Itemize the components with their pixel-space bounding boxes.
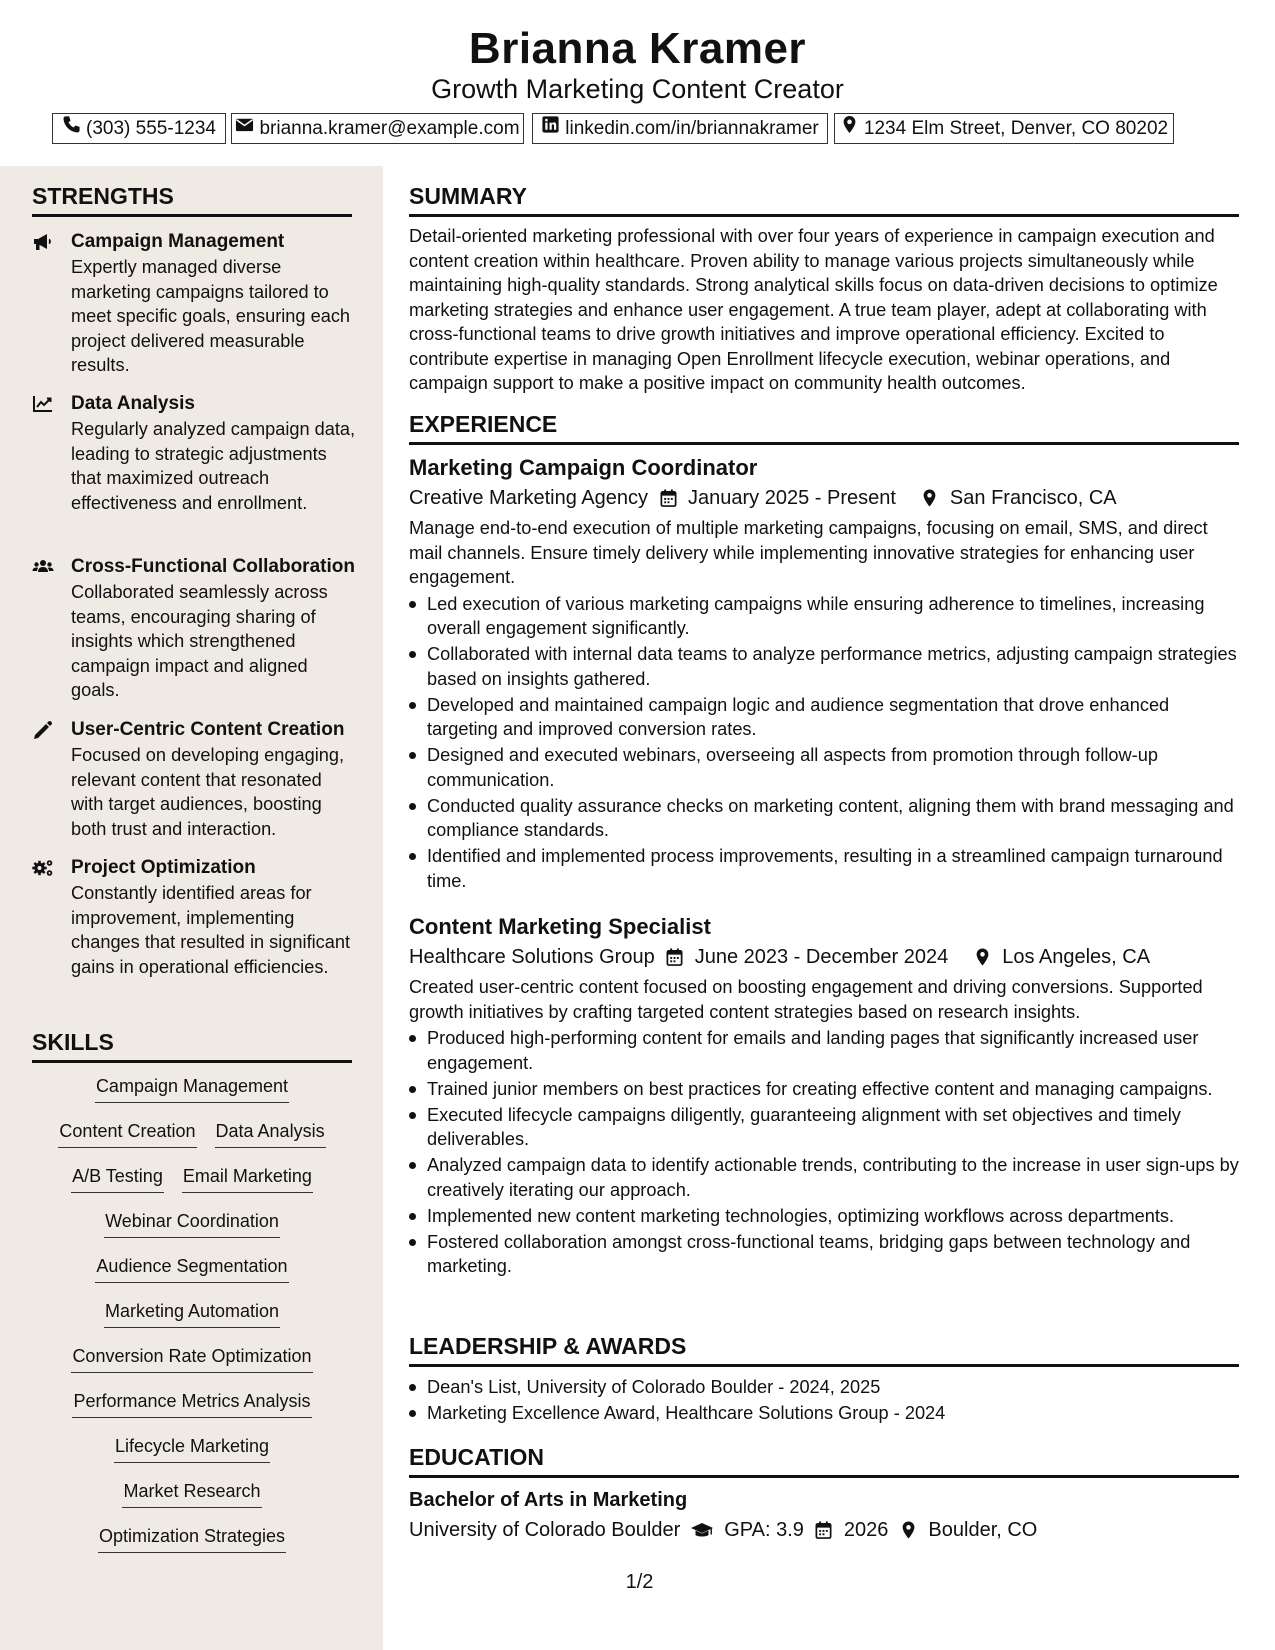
contact-phone[interactable]	[52, 113, 226, 144]
skill-tag: Market Research	[122, 1479, 261, 1508]
skill-tag: Content Creation	[58, 1119, 196, 1148]
phone-icon	[62, 115, 81, 143]
skill-tag: Marketing Automation	[104, 1299, 280, 1328]
gears-icon	[32, 858, 56, 878]
job-location: Los Angeles, CA	[1002, 946, 1151, 968]
users-icon	[32, 557, 56, 577]
chart-line-icon	[32, 394, 56, 414]
job-meta	[409, 944, 1239, 970]
strength-item	[32, 230, 357, 378]
linkedin-text: linkedin.com/in/briannakramer	[565, 117, 819, 139]
job-company: Creative Marketing Agency	[409, 487, 649, 509]
calendar-icon	[665, 947, 685, 967]
candidate-title: Growth Marketing Content Creator	[431, 74, 844, 104]
calendar-icon	[658, 488, 678, 508]
education-heading: EDUCATION	[409, 1443, 1239, 1478]
awards-section	[409, 1332, 1239, 1427]
skills-list	[32, 1074, 352, 1569]
bullet-item: Collaborated with internal data teams to analyze performance metrics, adjusting campaign strategies based on insights gathered.	[409, 642, 1239, 691]
page-number-text: 1/2	[625, 1571, 654, 1593]
graduation-cap-icon	[690, 1520, 714, 1540]
address-text: 1234 Elm Street, Denver, CO 80202	[863, 117, 1169, 139]
education-year: 2026	[843, 1519, 889, 1541]
skill-tag: A/B Testing	[71, 1164, 164, 1193]
strength-title: Project Optimization	[71, 857, 256, 878]
education-gpa: GPA: 3.9	[724, 1519, 804, 1541]
education-school: University of Colorado Boulder	[409, 1519, 681, 1541]
job-entry	[409, 913, 1239, 1280]
candidate-name: Brianna Kramer	[468, 24, 807, 73]
megaphone-icon	[32, 232, 56, 252]
education-meta	[409, 1517, 1239, 1543]
map-pin-icon	[972, 947, 992, 967]
education-section	[409, 1443, 1239, 1543]
job-role: Marketing Campaign Coordinator	[409, 455, 758, 480]
strength-item	[32, 555, 357, 703]
phone-text: (303) 555-1234	[86, 117, 216, 139]
skill-tag: Webinar Coordination	[104, 1209, 280, 1238]
bullet-item: Fostered collaboration amongst cross-functional teams, bridging gaps between technology and marketing.	[409, 1230, 1239, 1279]
strength-desc: Regularly analyzed campaign data, leading to strategic adjustments that maximized outreach effectiveness and enrollment.	[71, 419, 356, 513]
skill-tag: Optimization Strategies	[98, 1524, 286, 1553]
bullet-item: Identified and implemented process improvements, resulting in a streamlined campaign turnaround time.	[409, 844, 1239, 893]
job-meta	[409, 485, 1239, 511]
experience-heading: EXPERIENCE	[409, 410, 1239, 445]
job-role: Content Marketing Specialist	[409, 914, 711, 939]
strength-item	[32, 392, 357, 515]
map-pin-icon	[920, 488, 940, 508]
bullet-item: Conducted quality assurance checks on marketing content, aligning them with brand messaging and compliance standards.	[409, 794, 1239, 843]
summary-text: Detail-oriented marketing professional with over four years of experience in campaign execution and content creation within healthcare. Proven ability to manage various projects simultaneously while maintaining high-quality standards. Strong analytical skills focus on data-driven decisions to optimize marketing strategies and enhance user engagement. A true team player, adept at collaborating with cross-functional teams to drive growth initiatives and improve operational efficiency. Excited to contribute expertise in managing Open Enrollment lifecycle execution, webinar operations, and campaign support to make a positive impact on community health outcomes.	[409, 226, 1218, 393]
bullet-item: Executed lifecycle campaigns diligently, guaranteeing alignment with set objectives and timely deliverables.	[409, 1103, 1239, 1152]
summary-heading: SUMMARY	[409, 182, 1239, 217]
award-item: Dean's List, University of Colorado Boulder - 2024, 2025	[409, 1375, 1239, 1400]
awards-list	[409, 1375, 1239, 1426]
education-location: Boulder, CO	[928, 1519, 1038, 1541]
skill-tag: Data Analysis	[215, 1119, 326, 1148]
strength-title: Cross-Functional Collaboration	[71, 556, 355, 577]
pencil-icon	[32, 720, 56, 740]
skill-tag: Lifecycle Marketing	[114, 1434, 270, 1463]
strength-desc: Focused on developing engaging, relevant content that resonated with target audiences, boosting both trust and interaction.	[71, 745, 345, 839]
job-description: Created user-centric content focused on boosting engagement and driving conversions. Supported growth initiatives by crafting targeted content strategies based on research insights.	[409, 977, 1203, 1022]
skill-tag: Performance Metrics Analysis	[72, 1389, 311, 1418]
job-company: Healthcare Solutions Group	[409, 946, 655, 968]
linkedin-icon	[541, 115, 560, 143]
strength-desc: Constantly identified areas for improvement, implementing changes that resulted in significant gains in operational efficiencies.	[71, 883, 351, 977]
strength-item	[32, 856, 357, 979]
skill-tag: Email Marketing	[182, 1164, 313, 1193]
contact-row	[52, 113, 1224, 144]
strengths-heading: STRENGTHS	[32, 182, 352, 217]
strength-desc: Expertly managed diverse marketing campaigns tailored to meet specific goals, ensuring each project delivered measurable results.	[71, 257, 351, 375]
skill-tag: Conversion Rate Optimization	[71, 1344, 312, 1373]
bullet-item: Trained junior members on best practices for creating effective content and managing campaigns.	[409, 1077, 1239, 1102]
strength-item	[32, 718, 357, 841]
skill-tag: Campaign Management	[95, 1074, 289, 1103]
award-item: Marketing Excellence Award, Healthcare Solutions Group - 2024	[409, 1401, 1239, 1426]
awards-heading: LEADERSHIP & AWARDS	[409, 1332, 1239, 1367]
contact-email[interactable]	[231, 113, 524, 144]
strength-title: Data Analysis	[71, 393, 195, 414]
summary-section	[409, 182, 1239, 396]
bullet-item: Designed and executed webinars, overseeing all aspects from promotion through follow-up communication.	[409, 743, 1239, 792]
skill-tag: Audience Segmentation	[95, 1254, 288, 1283]
page-number	[0, 1570, 1275, 1594]
strength-desc: Collaborated seamlessly across teams, encouraging sharing of insights which strengthened campaign impact and aligned goals.	[71, 582, 328, 700]
bullet-item: Led execution of various marketing campaigns while ensuring adherence to timelines, increasing overall engagement significantly.	[409, 592, 1239, 641]
bullet-item: Developed and maintained campaign logic and audience segmentation that drove enhanced targeting and improved conversion rates.	[409, 693, 1239, 742]
strength-title: Campaign Management	[71, 231, 285, 252]
calendar-icon	[814, 1520, 834, 1540]
education-degree: Bachelor of Arts in Marketing	[409, 1489, 688, 1511]
resume-header	[0, 0, 1275, 166]
map-pin-icon	[840, 115, 859, 143]
map-pin-icon	[898, 1520, 918, 1540]
contact-linkedin[interactable]	[532, 113, 828, 144]
bullet-item: Analyzed campaign data to identify actionable trends, contributing to the increase in user sign-ups by creatively iterating our approach.	[409, 1153, 1239, 1202]
job-dates: January 2025 - Present	[688, 487, 896, 509]
email-text: brianna.kramer@example.com	[259, 117, 520, 139]
job-dates: June 2023 - December 2024	[694, 946, 949, 968]
job-bullets	[409, 1026, 1239, 1279]
skills-heading: SKILLS	[32, 1028, 352, 1063]
contact-address	[834, 113, 1174, 144]
envelope-icon	[235, 115, 254, 143]
job-description: Manage end-to-end execution of multiple marketing campaigns, focusing on email, SMS, and direct mail channels. Ensure timely delivery while implementing innovative strategies for enhancing user engagement.	[409, 518, 1208, 587]
job-bullets	[409, 592, 1239, 894]
job-entry	[409, 454, 1239, 893]
experience-section	[409, 410, 1239, 895]
job-location: San Francisco, CA	[949, 487, 1117, 509]
bullet-item: Implemented new content marketing technologies, optimizing workflows across departments.	[409, 1204, 1239, 1229]
bullet-item: Produced high-performing content for emails and landing pages that significantly increased user engagement.	[409, 1026, 1239, 1075]
strength-title: User-Centric Content Creation	[71, 719, 345, 740]
